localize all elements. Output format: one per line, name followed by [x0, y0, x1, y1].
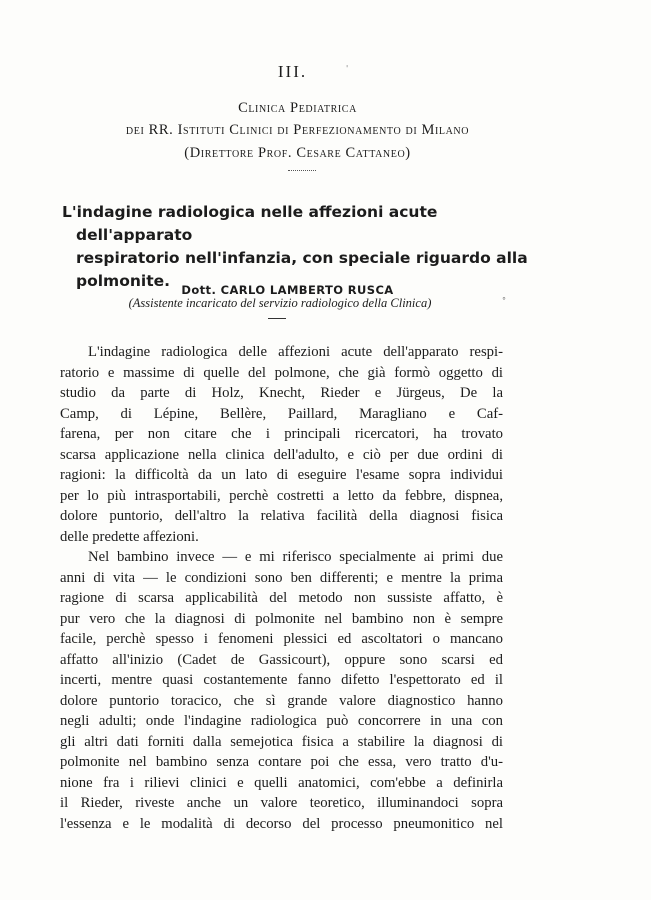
text-line: per lo più intrasportabili, perchè costretti a letto da febbre, dispnea, [60, 487, 503, 504]
article-title [62, 201, 536, 293]
text-line: Nel bambino invece — e mi riferisco specialmente ai primi due [88, 549, 503, 565]
institution-line-1: Clinica Pediatrica [238, 100, 357, 116]
title-line-3: polmonite. [76, 272, 171, 290]
text-line: l'essenza e le modalità di decorso del processo pneumonitico nel [60, 815, 503, 832]
text-line: scarsa applicazione nella clinica dell'adulto, e ciò per due ordini di [60, 446, 503, 463]
text-line: ratorio e massime di quelle del polmone, che già formò oggetto di [60, 364, 503, 381]
header-divider [288, 170, 316, 171]
speck-mark: ' [346, 64, 349, 73]
text-line: incerti, mentre quasi costantemente fanno difetto l'espettorato ed il [60, 672, 503, 688]
text-line: farena, per non citare che i principali ricercatori, ha trovato [60, 426, 503, 442]
text-line: polmonite nel bambino senza contare poi che essa, vero tratto d'u- [60, 754, 503, 770]
text-line: dolore puntorio, dell'altro la relativa facilità della diagnosi fisica [60, 508, 503, 524]
text-line: ragione di scarsa applicabilità del metodo non sussiste affatto, è [60, 590, 503, 606]
text-line: pur vero che la diagnosi di polmonite nel bambino non è sempre [60, 610, 503, 627]
text-line: facile, perchè spesso i fenomeni plessici ed ascoltatori o mancano [60, 631, 503, 647]
text-line: L'indagine radiologica delle affezioni acute dell'apparato respi- [88, 344, 503, 360]
author-affiliation: (Assistente incaricato del servizio radiologico della Clinica) [128, 296, 432, 310]
text-line: Camp, di Lépine, Bellère, Paillard, Maragliano e Caf- [60, 405, 503, 422]
text-line: negli adulti; onde l'indagine radiologica può concorrere in una con [60, 713, 503, 729]
text-line: ragioni: la difficoltà da un lato di eseguire l'esame sopra individui [60, 467, 503, 483]
text-line: affatto all'inizio (Cadet de Gassicourt), oppure sono scarsi ed [60, 651, 503, 668]
text-line: gli altri dati forniti dalla semejotica fisica a stabilire la diagnosi di [60, 733, 503, 750]
text-line: delle predette affezioni. [60, 528, 199, 545]
institution-line-2: dei RR. Istituti Clinici di Perfezionamento di Milano [125, 122, 470, 138]
text-line: il Rieder, riveste anche un valore teoretico, illuminandoci sopra [60, 795, 503, 811]
author-divider [268, 318, 286, 319]
title-line-1: L'indagine radiologica nelle affezioni acute dell'apparato [62, 203, 438, 244]
author-name: Dott. CARLO LAMBERTO RUSCA [181, 283, 394, 297]
text-line: dolore puntorio toracico, che sì grande valore diagnostico hanno [60, 692, 503, 709]
text-line: nione fra i rilievi clinici e quelli anatomici, com'ebbe a definirla [60, 774, 503, 791]
text-line: anni di vita — le condizioni sono ben differenti; e mentre la prima [60, 569, 503, 586]
text-line: studio da parte di Holz, Knecht, Rieder e Jürgeus, De la [60, 385, 503, 401]
speck-mark: ° [502, 296, 506, 305]
body-text [60, 344, 503, 836]
institution-line-3: (Direttore Prof. Cesare Cattaneo) [184, 145, 411, 161]
title-line-2: respiratorio nell'infanzia, con speciale riguardo alla [76, 249, 528, 267]
chapter-numeral: III. [277, 62, 308, 81]
